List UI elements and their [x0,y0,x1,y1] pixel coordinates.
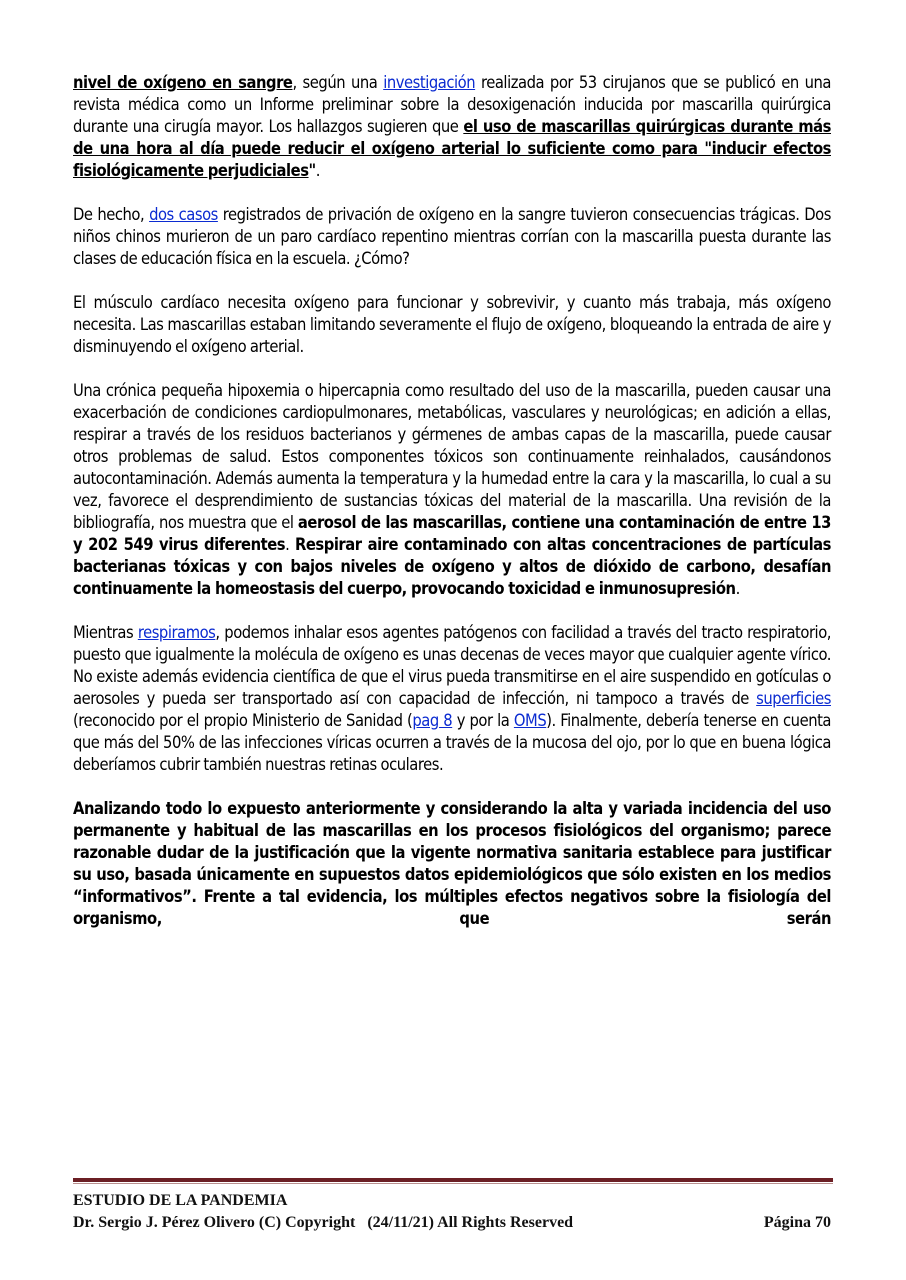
paragraph-heart-muscle [73,292,831,358]
link-superficies[interactable]: superficies [756,689,831,708]
paragraph-hypoxemia [73,380,831,600]
paragraph-conclusion [73,798,831,930]
body-text: realizada por 53 cirujanos que se publicó en una revista médica como un Informe preliminar sobre la desoxigenación inducida por mascarilla quirúrgica durante una cirugía mayor. Los hallazgos sugieren que [73,73,831,136]
link-respiramos[interactable]: respiramos [137,623,216,642]
emphasis-text: nivel de oxígeno en sangre [73,73,293,92]
page-footer [73,1190,831,1234]
paragraph-oxygen-study [73,72,831,182]
document-page [73,72,831,952]
paragraph-breathing [73,622,831,776]
body-text: y por la [452,711,514,730]
emphasis-text: el uso de mascarillas quirúrgicas durante más de una hora al día puede reducir el oxígeno arterial lo suficiente como para "inducir efectos fisiológicamente perjudiciales [73,117,832,180]
body-text: , podemos inhalar esos agentes patógenos con facilidad a través del tracto respiratorio, puesto que igualmente la molécula de oxígeno es unas decenas de veces mayor que cualquier agente vírico. No existe además evidencia científica de que el virus pueda transmitirse en el aire suspendido en gotículas o aerosoles y pueda ser transportado así con capacidad de infección, ni tampoco a través de [73,623,831,708]
link-oms[interactable]: OMS [513,711,547,730]
body-text: Una crónica pequeña hipoxemia o hipercapnia como resultado del uso de la mascarilla, pueden causar una exacerbación de condiciones cardiopulmonares, metabólicas, vasculares y neurológicas; en adición a ellas, respirar a través de los residuos bacterianos y gérmenes de ambas capas de la mascarilla, puede causar otros problemas de salud. Estos componentes tóxicos son continuamente reinhalados, causándonos autocontaminación. Además aumenta la temperatura y la humedad entre la cara y la mascarilla, lo cual a su vez, favorece el desprendimiento de sustancias tóxicas del material de la mascarilla. Una revisión de la bibliografía, nos muestra que el [73,381,831,532]
link-pag-8[interactable]: pag 8 [412,711,453,730]
body-text: . [285,535,295,554]
body-text: Mientras [73,623,138,642]
footer-divider [73,1178,833,1182]
footer-divider-thin [73,1183,833,1184]
emphasis-text: " [308,161,316,180]
emphasis-text: Respirar aire contaminado con altas concentraciones de partículas bacterianas tóxicas y con bajos niveles de oxígeno y altos de dióxido de carbono, desafían continuamente la homeostasis del cuerpo, provocando toxicidad e inmunosupresión [73,535,831,598]
footer-copyright: Dr. Sergio J. Pérez Olivero (C) Copyright (24/11/21) All Rights Reserved [73,1214,574,1231]
page-number: Página 70 [763,1214,831,1231]
paragraph-two-cases [73,204,831,270]
footer-title: ESTUDIO DE LA PANDEMIA [73,1192,288,1209]
body-text: El músculo cardíaco necesita oxígeno para funcionar y sobrevivir, y cuanto más trabaja, más oxígeno necesita. Las mascarillas estaban limitando severamente el flujo de oxígeno, bloqueando la entrada de aire y disminuyendo el oxígeno arterial. [73,293,831,356]
body-text: (reconocido por el propio Ministerio de Sanidad ( [73,711,413,730]
emphasis-text: aerosol de las mascarillas, contiene una contaminación de entre 13 y 202 549 virus diferentes [73,513,831,554]
link-investigacion[interactable]: investigación [383,73,476,92]
body-text: ). Finalmente, debería tenerse en cuenta que más del 50% de las infecciones víricas ocurren a través de la mucosa del ojo, por lo que en buena lógica deberíamos cubrir también nuestras retinas oculares. [73,711,832,774]
body-text: registrados de privación de oxígeno en la sangre tuvieron consecuencias trágicas. Dos niños chinos murieron de un paro cardíaco repentino mientras corrían con la mascarilla puesta durante las clases de educación física en la escuela. ¿Cómo? [73,205,831,268]
emphasis-text: Analizando todo lo expuesto anteriormente y considerando la alta y variada incidencia del uso permanente y habitual de las mascarillas en los procesos fisiológicos del organismo; parece razonable dudar de la justificación que la vigente normativa sanitaria establece para justificar su uso, basada únicamente en supuestos datos epidemiológicos que sólo existen en los medios “informativos”. Frente a tal evidencia, los múltiples efectos negativos sobre la fisiología del organismo, que serán [73,799,831,928]
body-text: , según una [292,73,384,92]
footer-row [73,1212,831,1234]
body-text: . [315,161,320,180]
link-dos-casos[interactable]: dos casos [149,205,218,224]
body-text: . [735,579,740,598]
body-text: De hecho, [73,205,150,224]
